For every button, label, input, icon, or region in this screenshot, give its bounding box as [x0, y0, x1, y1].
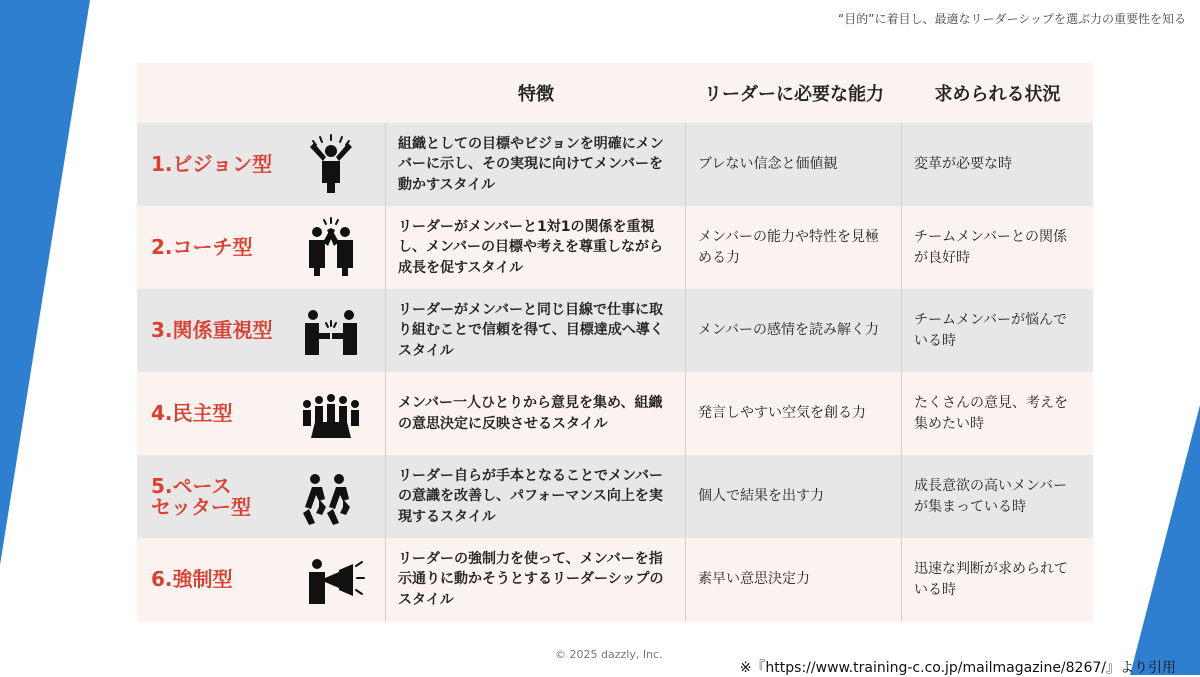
- page-heading: “目的”に着目し、最適なリーダーシップを選ぶ力の重要性を知る: [838, 12, 1186, 26]
- leader-cell: [137, 289, 386, 372]
- left-blue-shape: [0, 0, 90, 675]
- feature-cell: リーダー自らが手本となることでメンバーの意識を改善し、パフォーマンス向上を実現するスタイル: [386, 455, 686, 538]
- leader-cell: [137, 123, 386, 206]
- ability-cell: 個人で結果を出す力: [686, 455, 902, 538]
- democracy-icon: [295, 382, 367, 446]
- source-citation: ※『https://www.training-c.co.jp/mailmagazine/8267/』より引用: [739, 660, 1176, 676]
- situation-cell: 変革が必要な時: [914, 156, 1012, 173]
- leader-cell: [137, 372, 386, 455]
- copyright: © 2025 dazzly, Inc.: [555, 648, 663, 661]
- leader-name: 2.コーチ型: [151, 235, 253, 259]
- table-row: [137, 372, 1093, 455]
- situation-cell: 成長意欲の高いメンバーが集まっている時: [914, 478, 1068, 515]
- header-situation: 求められる状況: [934, 84, 1061, 105]
- table-row: [137, 538, 1093, 621]
- ability-cell: ブレない信念と価値観: [686, 123, 902, 206]
- leader-name: 3.関係重視型: [151, 318, 273, 342]
- table-body: [137, 123, 1093, 621]
- feature-cell: リーダーの強制力を使って、メンバーを指示通りに動かそうとするリーダーシップのスタイル: [386, 538, 686, 621]
- leader-name: 1.ビジョン型: [151, 152, 273, 176]
- right-blue-shape: [1130, 0, 1200, 675]
- leader-cell: [137, 455, 386, 538]
- feature-cell: リーダーがメンバーと1対1の関係を重視し、メンバーの目標や考えを尊重しながら成長を促すスタイル: [386, 206, 686, 289]
- coach-icon: [295, 216, 367, 280]
- header-feature: 特徴: [518, 84, 554, 105]
- vision-icon: [295, 133, 367, 197]
- header-ability: リーダーに必要な能力: [704, 84, 884, 105]
- table-row: [137, 123, 1093, 206]
- leadership-table: [137, 63, 1093, 622]
- megaphone-icon: [295, 548, 367, 612]
- situation-cell: たくさんの意見、考えを集めたい時: [914, 395, 1068, 432]
- ability-cell: メンバーの能力や特性を見極める力: [686, 206, 902, 289]
- leader-cell: [137, 206, 386, 289]
- leader-name: 4.民主型: [151, 401, 233, 425]
- pacesetter-icon: [295, 465, 367, 529]
- situation-cell: チームメンバーが悩んでいる時: [914, 312, 1068, 349]
- ability-cell: 発言しやすい空気を創る力: [686, 372, 902, 455]
- feature-cell: メンバー一人ひとりから意見を集め、組織の意思決定に反映させるスタイル: [386, 372, 686, 455]
- table-row: [137, 455, 1093, 538]
- table-header: [137, 63, 1093, 123]
- relationship-icon: [295, 299, 367, 363]
- table-row: [137, 206, 1093, 289]
- table-row: [137, 289, 1093, 372]
- feature-cell: リーダーがメンバーと同じ目線で仕事に取り組むことで信頼を得て、目標達成へ導くスタイル: [386, 289, 686, 372]
- ability-cell: メンバーの感情を読み解く力: [686, 289, 902, 372]
- leader-name: 5.ペース セッター型: [151, 473, 251, 519]
- feature-cell: 組織としての目標やビジョンを明確にメンバーに示し、その実現に向けてメンバーを動かすスタイル: [386, 123, 686, 206]
- situation-cell: 迅速な判断が求められている時: [914, 561, 1068, 598]
- ability-cell: 素早い意思決定力: [686, 538, 902, 621]
- leader-name: 6.強制型: [151, 567, 233, 591]
- leader-cell: [137, 538, 386, 621]
- situation-cell: チームメンバーとの関係が良好時: [914, 229, 1068, 266]
